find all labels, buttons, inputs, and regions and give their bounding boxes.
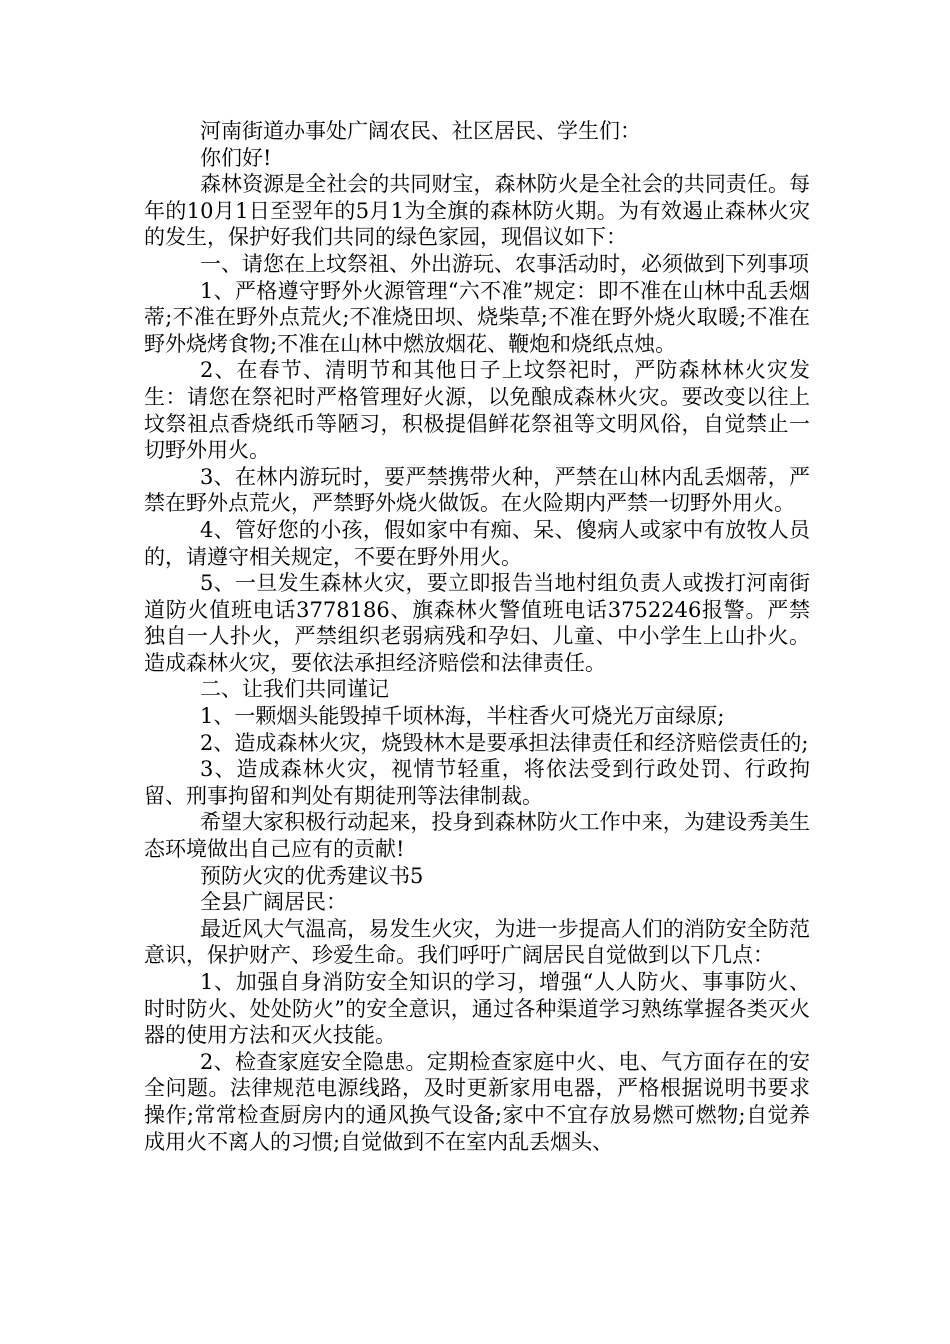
greeting-paragraph: 你们好!: [200, 145, 272, 170]
list-item: 1、一颗烟头能毁掉千顷林海，半柱香火可烧光万亩绿原;: [200, 704, 725, 729]
document-page: [144, 118, 810, 1155]
list-item: 2、造成森林火灾，烧毁林木是要承担法律责任和经济赔偿责任的;: [200, 730, 809, 755]
section-heading: 二、让我们共同谨记: [200, 677, 389, 702]
list-item: 3、造成森林火灾，视情节轻重，将依法受到行政处罚、行政拘留、刑事拘留和判处有期徒刑等法律制裁。: [144, 757, 810, 808]
list-item: 4、管好您的小孩，假如家中有痴、呆、傻病人或家中有放牧人员的，请遵守相关规定，不要在野外用火。: [144, 517, 810, 569]
list-item: 1、加强自身消防安全知识的学习，增强“人人防火、事事防火、时时防火、处处防火”的安全意识，通过各种渠道学习熟练掌握各类灭火器的使用方法和灭火技能。: [144, 970, 810, 1048]
salutation-paragraph: 全县广阔居民：: [200, 890, 347, 915]
document-title: 预防火灾的优秀建议书5: [200, 863, 424, 888]
list-item: 1、严格遵守野外火源管理“六不准”规定：即不准在山林中乱丢烟蒂;不准在野外点荒火;不准烧田坝、烧柴草;不准在野外烧火取暖;不准在野外烧烤食物;不准在山林中燃放烟花、鞭炮和烧纸点烛。: [144, 278, 810, 356]
body-paragraph: 最近风大气温高，易发生火灾，为进一步提高人们的消防安全防范意识，保护财产、珍爱生命。我们呼吁广阔居民自觉做到以下几点：: [144, 916, 810, 968]
body-paragraph: 森林资源是全社会的共同财宝，森林防火是全社会的共同责任。每年的10月1日至翌年的5月1为全旗的森林防火期。为有效遏止森林火灾的发生，保护好我们共同的绿色家园，现倡议如下：: [144, 172, 810, 250]
section-heading: 一、请您在上坟祭祖、外出游玩、农事活动时，必须做到下列事项: [200, 251, 809, 276]
list-item: 5、一旦发生森林火灾，要立即报告当地村组负责人或拨打河南街道防火值班电话3778186、旗森林火警值班电话3752246报警。严禁独自一人扑火，严禁组织老弱病残和孕妇、儿童、中小学生上山扑火。造成森林火灾，要依法承担经济赔偿和法律责任。: [144, 571, 810, 675]
list-item: 3、在林内游玩时，要严禁携带火种，严禁在山林内乱丢烟蒂，严禁在野外点荒火，严禁野外烧火做饭。在火险期内严禁一切野外用火。: [144, 464, 810, 516]
list-item: 2、在春节、清明节和其他日子上坟祭祀时，严防森林林火灾发生：请您在祭祀时严格管理好火源，以免酿成森林火灾。要改变以往上坟祭祖点香烧纸币等陋习，积极提倡鲜花祭祖等文明风俗，自觉禁止一切野外用火。: [144, 358, 810, 463]
list-item: 2、检查家庭安全隐患。定期检查家庭中火、电、气方面存在的安全问题。法律规范电源线路，及时更新家用电器，严格根据说明书要求操作;常常检查厨房内的通风换气设备;家中不宜存放易燃可燃物;自觉养成用火不离人的习惯;自觉做到不在室内乱丢烟头、: [144, 1049, 810, 1154]
salutation-paragraph: 河南街道办事处广阔农民、社区居民、学生们：: [200, 119, 641, 143]
closing-paragraph: 希望大家积极行动起来，投身到森林防火工作中来，为建设秀美生态环境做出自己应有的贡献!: [144, 810, 810, 862]
